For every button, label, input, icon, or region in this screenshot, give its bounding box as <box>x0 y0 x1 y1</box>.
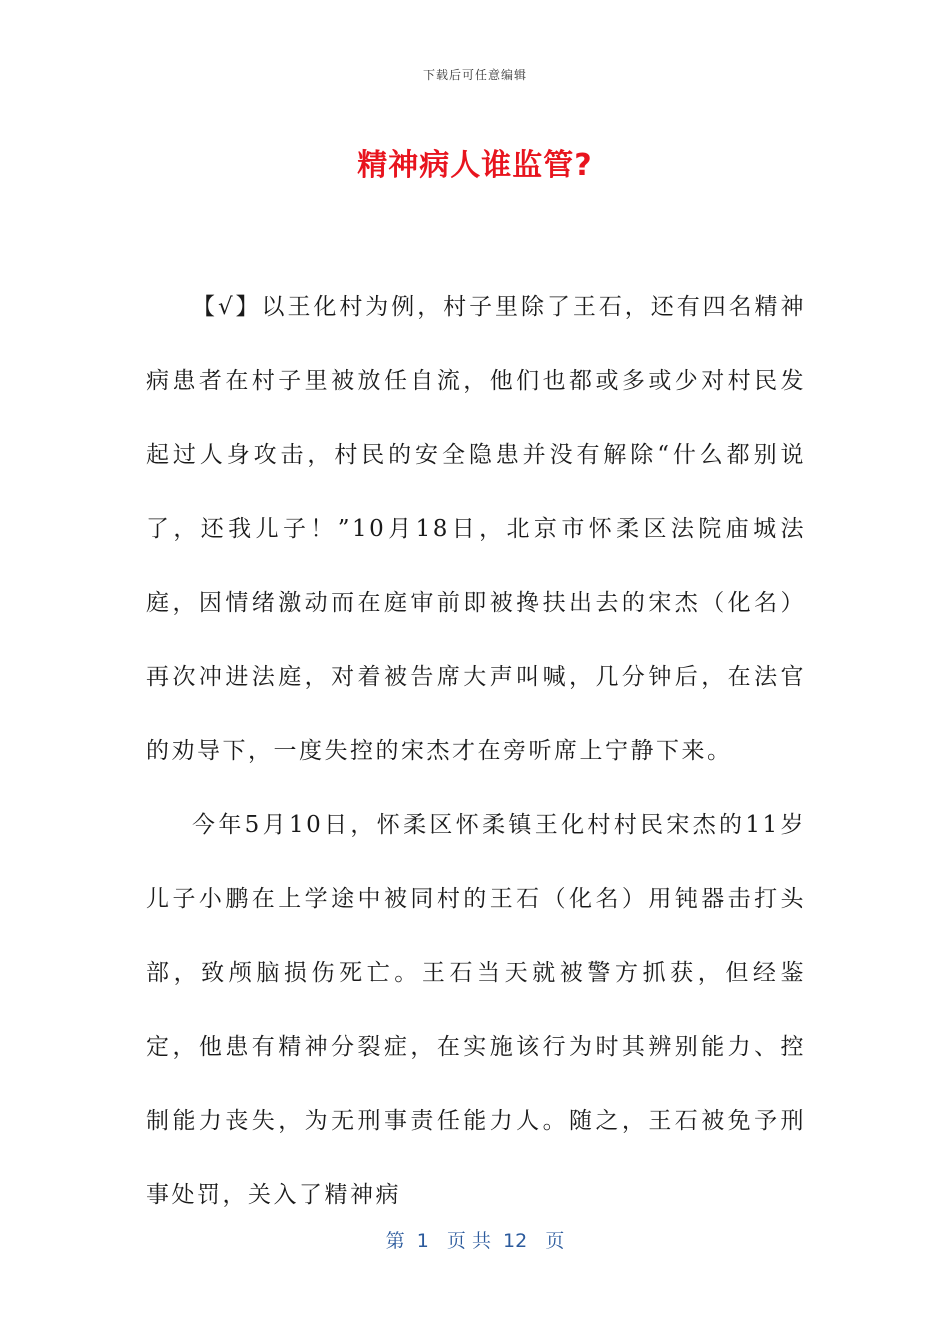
document-title: 精神病人谁监管? <box>357 148 593 183</box>
page-header-note: 下载后可任意编辑 <box>422 68 527 82</box>
body-paragraph-1: 【√】以王化村为例，村子里除了王石，还有四名精神病患者在村子里被放任自流，他们也都或多或少对村民发起过人身攻击，村民的安全隐患并没有解除“什么都别说了，还我儿子！”10月18日，北京市怀柔区法院庙城法庭，因情绪激动而在庭审前即被搀扶出去的宋杰（化名）再次冲进法庭，对着被告席大声叫喊，几分钟后，在法官的劝导下，一度失控的宋杰才在旁听席上宁静下来。 <box>146 294 806 764</box>
page-number-footer: 第 1 页 共 12 页 <box>385 1230 565 1252</box>
document-body <box>146 270 806 1232</box>
body-paragraph-2: 今年5月10日，怀柔区怀柔镇王化村村民宋杰的11岁儿子小鹏在上学途中被同村的王石（化名）用钝器击打头部，致颅脑损伤死亡。王石当天就被警方抓获，但经鉴定，他患有精神分裂症，在实施该行为时其辨别能力、控制能力丧失，为无刑事责任能力人。随之，王石被免予刑事处罚，关入了精神病 <box>146 812 806 1208</box>
